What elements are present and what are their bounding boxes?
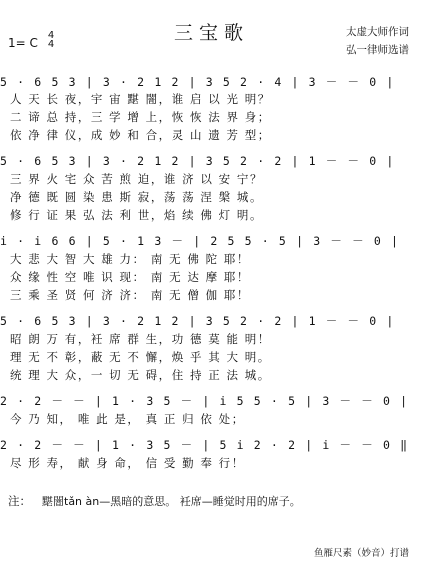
footnote-label: 注：: [8, 494, 31, 508]
time-signature-top: 4: [47, 30, 55, 41]
lyric-line: 修 行 证 果 弘 法 利 世，焰 续 佛 灯 明。: [10, 208, 264, 222]
key-signature: 1= C: [8, 36, 38, 50]
footnote-text: 黮闇tǎn àn—黑暗的意思。 衽席—睡觉时用的席子。: [42, 495, 301, 508]
lyricist-credit: 太虚大师作词: [346, 26, 409, 38]
lyric-line: 依 净 律 仪，成 妙 和 合，灵 山 遗 芳 型；: [10, 128, 271, 142]
lyric-line: 理 无 不 彰，蔽 无 不 懈，焕 乎 其 大 明。: [10, 350, 271, 364]
lyric-line: 人 天 长 夜，宇 宙 黮 闇，谁 启 以 光 明？: [10, 92, 271, 106]
time-signature: [46, 31, 56, 49]
lyric-line: 统 理 大 众，一 切 无 碍，住 持 正 法 城。: [10, 368, 271, 382]
page-title: 三宝歌: [173, 22, 249, 44]
time-signature-bottom: 4: [47, 39, 55, 50]
lyric-line: 三 界 火 宅 众 苦 煎 迫，谁 济 以 安 宁？: [10, 172, 264, 186]
lyric-line: 昭 朗 万 有，衽 席 群 生，功 德 莫 能 明！: [10, 332, 271, 346]
lyric-line: 净 德 既 圆 染 患 斯 寂，荡 荡 涅 槃 城。: [10, 190, 264, 204]
lyric-line: 大 悲 大 智 大 雄 力： 南 无 佛 陀 耶！: [10, 252, 250, 266]
notation-line: 2 · 2 － － | 1 · 3 5 － | i 5 5 · 5 | 3 － － 0 |: [0, 394, 409, 408]
signature: 鱼雁尺素（妙音）打谱: [313, 548, 409, 559]
notation-line: 5 · 6 5 3 | 3 · 2 1 2 | 3 5 2 · 2 | 1 － － 0 |: [0, 154, 395, 168]
composer-credit: 弘一律师选谱: [346, 44, 409, 56]
notation-line: i · i 6 6 | 5 · 1 3 － | 2 5 5 · 5 | 3 － － 0 |: [0, 234, 400, 248]
lyric-line: 二 谛 总 持，三 学 增 上，恢 恢 法 界 身；: [10, 110, 271, 124]
lyric-line: 今 乃 知， 唯 此 是， 真 正 归 依 处；: [10, 412, 245, 426]
lyric-line: 三 乘 圣 贤 何 济 济： 南 无 僧 伽 耶！: [10, 288, 250, 302]
lyric-line: 尽 形 寿， 献 身 命， 信 受 勤 奉 行！: [10, 456, 245, 470]
notation-line: 5 · 6 5 3 | 3 · 2 1 2 | 3 5 2 · 2 | 1 － － 0 |: [0, 314, 395, 328]
notation-line: 5 · 6 5 3 | 3 · 2 1 2 | 3 5 2 · 4 | 3 － － 0 |: [0, 75, 395, 89]
lyric-line: 众 缘 性 空 唯 识 现： 南 无 达 摩 耶！: [10, 270, 250, 284]
notation-line: 2 · 2 － － | 1 · 3 5 － | 5 i 2 · 2 | i － － 0 ‖: [0, 438, 409, 452]
